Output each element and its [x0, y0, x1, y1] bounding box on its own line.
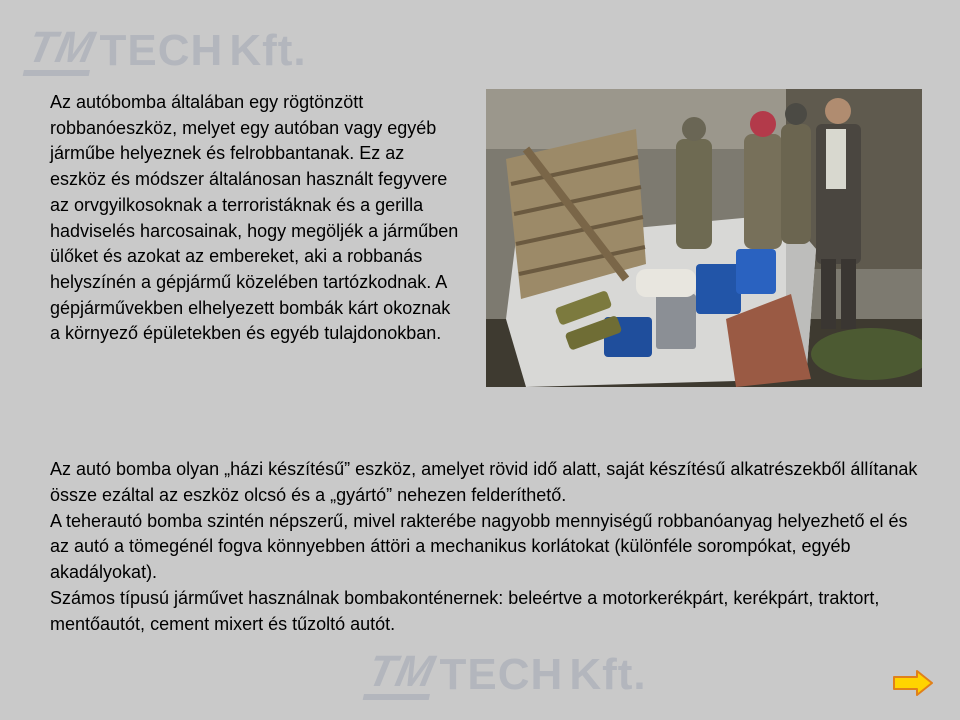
paragraph-truck-bomb: A teherautó bomba szintén népszerű, mivel rakterébe nagyobb mennyiségű robbanóanyag helyezhető el és az autó a tömegénél fogva könnyebben áttöri a mechanikus korlátokat (különféle sorompókat, egyéb akadályokat). — [50, 510, 908, 583]
logo-name: TECH — [99, 26, 224, 75]
logo-mark-bottom: TM — [363, 650, 439, 700]
logo-name-bottom: TECH — [439, 650, 564, 699]
body-text — [50, 457, 930, 638]
intro-paragraph: Az autóbomba általában egy rögtönzött robbanóeszköz, melyet egy autóban vagy egyéb járműbe helyeznek és felrobbantanak. Ez az eszköz és módszer általánosan használt fegyvere az orvgyilkosoknak a terroristáknak és a gerilla hadviselés harcosainak, hogy megöljék a járműben ülőket és azokat az embereket, aki a robbanás helyszínén a gépjármű közelében tartózkodnak. A gépjárművekben elhelyezett bombák kárt okoznak a környező épületekben és egyéb tulajdonokban. — [50, 92, 459, 344]
logo-mark: TM — [23, 26, 99, 76]
logo-suffix-bottom: Kft. — [569, 650, 647, 699]
arrow-right-icon — [893, 670, 933, 696]
company-logo-top — [23, 23, 307, 76]
photo-illustration — [486, 89, 922, 387]
next-slide-button[interactable] — [893, 670, 933, 696]
logo-suffix: Kft. — [229, 26, 307, 75]
car-bomb-photo — [486, 89, 922, 387]
paragraph-vehicle-types: Számos típusú járművet használnak bombakonténernek: beleértve a motorkerékpárt, kerékpárt, traktort, mentőautót, cement mixert és tűzoltó autót. — [50, 587, 880, 634]
company-logo-bottom — [363, 647, 647, 700]
paragraph-homemade: Az autó bomba olyan „házi készítésű” eszköz, amelyet rövid idő alatt, saját készítésű alkatrészekből állítanak össze ezáltal az eszköz olcsó és a „gyártó” nehezen felderíthető. — [50, 459, 918, 505]
